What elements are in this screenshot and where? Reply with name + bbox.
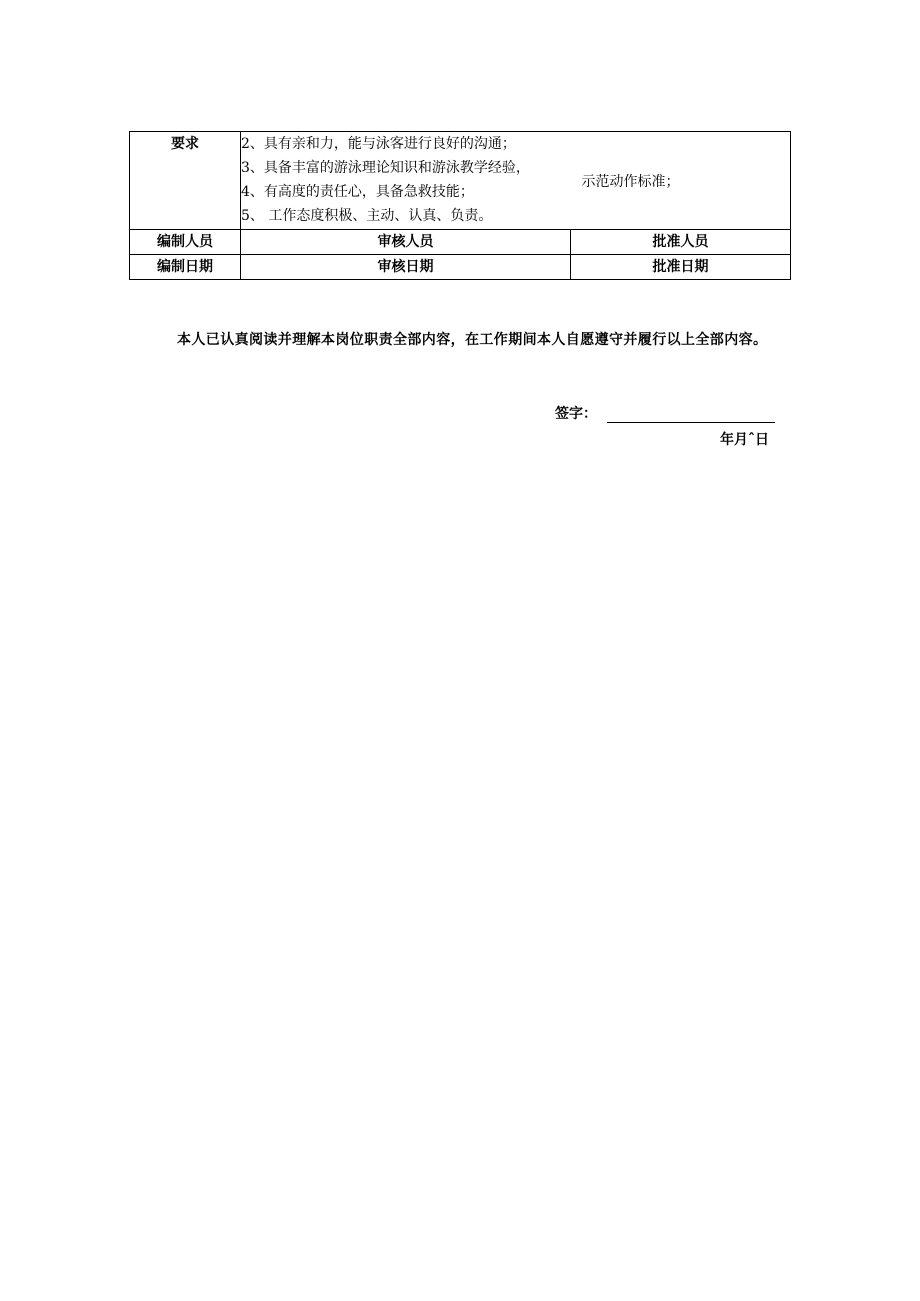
signature-label: 签字： [555,406,597,422]
requirements-extra-text: 示范动作标准； [581,173,680,190]
staff-row [130,230,791,255]
requirements-row [130,132,791,230]
requirements-label: 要求 [130,132,241,230]
approver-label: 批准人员 [571,230,791,255]
date-row [130,255,791,280]
job-requirements-table [129,131,791,280]
review-date-label: 审核日期 [241,255,571,280]
approve-date-label: 批准日期 [571,255,791,280]
signature-field[interactable] [607,406,775,423]
date-line: 年月ˆ日 [720,432,769,448]
acknowledgement-statement: 本人已认真阅读并理解本岗位职责全部内容，在工作期间本人自愿遵守并履行以上全部内容。 [177,332,768,348]
requirement-item: 5、 工作态度积极、主动、认真、负责。 [241,208,493,224]
compiler-label: 编制人员 [130,230,241,255]
requirement-item: 3、具备丰富的游泳理论知识和游泳教学经验， [241,160,530,176]
requirements-extra-cell [571,132,791,230]
requirement-item: 4、有高度的责任心，具备急救技能； [241,184,474,200]
reviewer-label: 审核人员 [241,230,571,255]
requirements-list [241,132,571,230]
requirement-item: 2、具有亲和力，能与泳客进行良好的沟通； [241,136,516,152]
compile-date-label: 编制日期 [130,255,241,280]
signature-line [555,403,775,423]
